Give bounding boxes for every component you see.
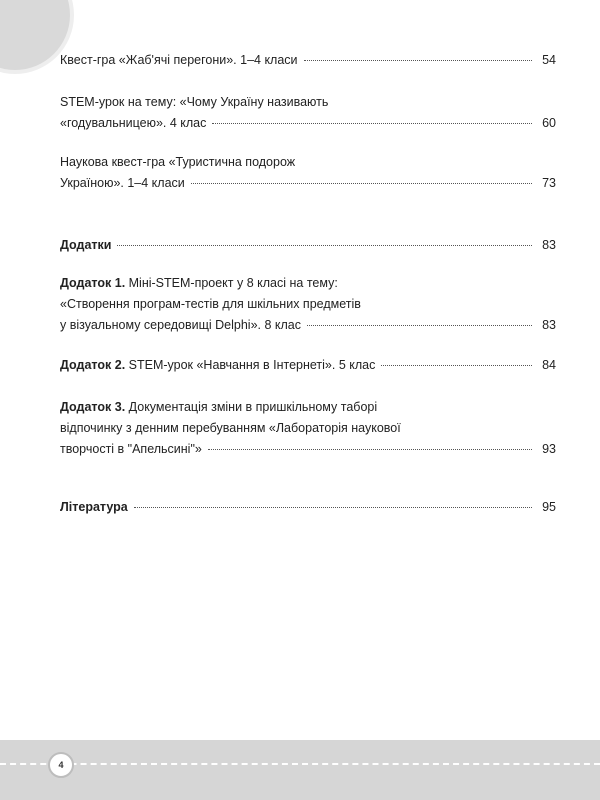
toc-entry-title: Наукова квест-гра «Туристична подорож [60,155,296,169]
toc-entry-title: Міні-STEM-проект у 8 класі на тему: [125,276,338,290]
toc-entry-title-cont: у візуальному середовищі Delphi». 8 клас [60,318,302,332]
toc-page-number: 73 [542,176,556,190]
toc-line [60,173,556,194]
toc-entry-title-cont: творчості в "Апельсині"» [60,442,202,456]
toc-entry[interactable] [60,355,556,376]
dot-leader [191,182,532,184]
appendix-label: Додаток 2. [60,358,126,372]
toc-section-heading: Література [60,500,128,514]
toc-page-number: 60 [542,116,556,130]
toc-page-number: 84 [542,358,556,372]
toc-entry[interactable] [60,273,556,336]
toc-page-number: 54 [542,53,556,67]
toc-line [60,113,556,134]
toc-page-number: 83 [542,318,556,332]
dot-leader [134,506,532,508]
appendix-label: Додаток 3. [60,400,126,414]
toc-entry[interactable] [60,152,556,194]
toc-entry-title-cont: відпочинку з денним перебуванням «Лабораторія наукової [60,421,401,435]
toc-section-heading: Додатки [60,238,112,252]
dot-leader [381,364,532,366]
toc-entry-title: STEM-урок «Навчання в Інтернеті». 5 клас [125,358,376,372]
toc-line [60,50,556,71]
footer-dashed-line [0,763,600,765]
toc-page-number: 93 [542,442,556,456]
toc-page-number: 95 [542,500,556,514]
toc-entry[interactable] [60,235,556,256]
dot-leader [212,122,532,124]
page-number-badge: 4 [48,752,74,778]
appendix-label: Додаток 1. [60,276,126,290]
dot-leader [307,324,532,326]
toc-entry[interactable] [60,50,556,71]
toc-line [60,497,556,518]
toc-entry[interactable] [60,92,556,134]
toc-line [60,315,556,336]
dot-leader [208,448,532,450]
toc-line [60,235,556,256]
toc-page-number: 83 [542,238,556,252]
dot-leader [117,244,532,246]
toc-entry-title-cont: «годувальницею». 4 клас [60,116,207,130]
toc-entry-title: Квест-гра «Жаб'ячі перегони». 1–4 класи [60,53,298,67]
toc-entry[interactable] [60,397,556,460]
toc-entry-title: Документація зміни в пришкільному таборі [125,400,378,414]
toc-entry-title: STEM-урок на тему: «Чому Україну називають [60,95,329,109]
toc-entry[interactable] [60,497,556,518]
toc-entry-title-cont: Україною». 1–4 класи [60,176,185,190]
toc-line [60,355,556,376]
toc-line [60,439,556,460]
dot-leader [304,59,532,61]
toc-entry-title-cont: «Створення програм-тестів для шкільних предметів [60,297,361,311]
footer-bar [0,740,600,800]
